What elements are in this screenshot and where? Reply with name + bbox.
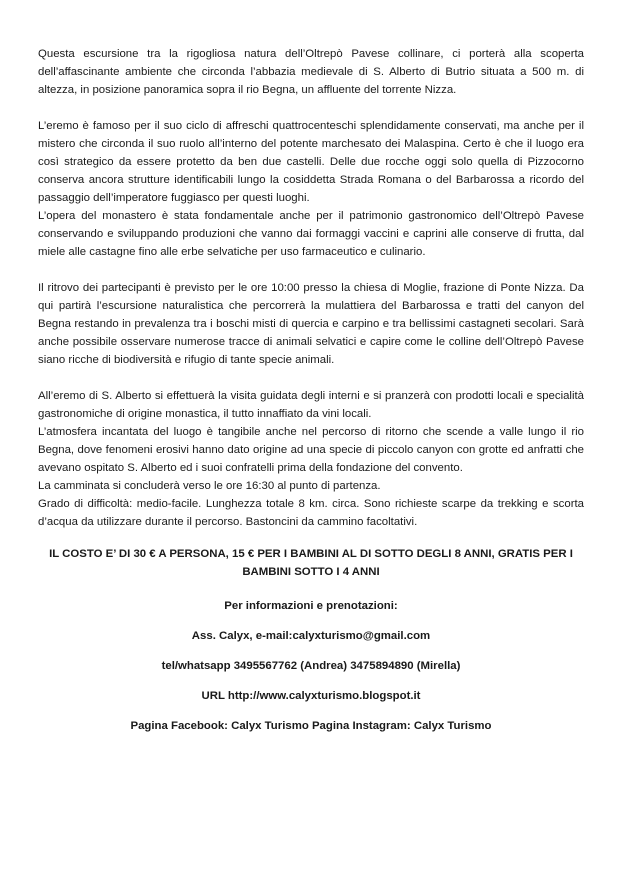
paragraph-gap <box>38 261 584 279</box>
info-heading: Per informazioni e prenotazioni: <box>224 600 398 612</box>
visit-paragraph: All’eremo di S. Alberto si effettuerà la visita guidata degli interni e si pranzerà con prodotti locali e specialità gastronomiche di origine monastica, il tutto innaffiato da vini locali. <box>38 390 584 420</box>
document-page <box>38 45 584 735</box>
cost-notice: IL COSTO E’ DI 30 € A PERSONA, 15 € PER I BAMBINI AL DI SOTTO DEGLI 8 ANNI, GRATIS PER I BAMBINI SOTTO I 4 ANNI <box>49 548 573 578</box>
hermitage-paragraph: L’eremo è famoso per il suo ciclo di affreschi quattrocenteschi splendidamente conservati, ma anche per il mistero che circonda il suo ruolo all’interno del potente marchesato dei Malaspina. Certo è che il luogo era così strategico da essere protetto da ben due castelli. Delle due rocche oggi solo quella di Pizzocorno conserva ancora strutture identificabili lungo la cosiddetta Strada Romana o del Barbarossa a ricordo del passaggio dell’imperatore fuggiasco per questi luoghi. <box>38 120 584 204</box>
url-label: URL <box>201 690 225 702</box>
url-line <box>38 687 584 705</box>
phone-line: tel/whatsapp 3495567762 (Andrea) 3475894890 (Mirella) <box>161 660 461 672</box>
difficulty-paragraph: Grado di difficoltà: medio-facile. Lunghezza totale 8 km. circa. Sono richieste scarpe da trekking e scorta d’acqua da utilizzare durante il percorso. Bastoncini da cammino facoltativi. <box>38 498 584 528</box>
website-link[interactable]: http://www.calyxturismo.blogspot.it <box>227 690 421 702</box>
paragraph-gap <box>38 99 584 117</box>
meeting-paragraph: Il ritrovo dei partecipanti è previsto per le ore 10:00 presso la chiesa di Moglie, frazione di Ponte Nizza. Da qui partirà l’escursione naturalistica che percorrerà la mulattiera del Barbarossa e tratti del canyon del Begna restando in prevalenza tra i boschi misti di quercia e carpino e tra bellissimi castagneti secolari. Sarà anche possibile osservare numerose tracce di animali selvatici e capire come le colline dell’Oltrepò Pavese siano ricche di biodiversità e rifugio di tante specie animali. <box>38 282 584 366</box>
contact-line[interactable]: Ass. Calyx, e-mail:calyxturismo@gmail.com <box>191 630 431 642</box>
social-line: Pagina Facebook: Calyx Turismo Pagina Instagram: Calyx Turismo <box>130 720 492 732</box>
return-paragraph: L’atmosfera incantata del luogo è tangibile anche nel percorso di ritorno che scende a valle lungo il rio Begna, dove fenomeni erosivi hanno dato origine ad una specie di piccolo canyon con grotte ed anfratti che avevano ospitato S. Alberto ed i suoi confratelli prima della fondazione del convento. <box>38 426 584 474</box>
monastery-paragraph: L’opera del monastero è stata fondamentale anche per il patrimonio gastronomico dell’Oltrepò Pavese conservando e sviluppando produzioni che vanno dai formaggi vaccini e caprini alle conserve di frutta, dal miele alle castagne fino alle erbe selvatiche per uso farmaceutico e culinario. <box>38 210 584 258</box>
paragraph-gap <box>38 369 584 387</box>
intro-paragraph: Questa escursione tra la rigogliosa natura dell’Oltrepò Pavese collinare, ci porterà alla scoperta dell’affascinante ambiente che circonda l’abbazia medievale di S. Alberto di Butrio situata a 500 m. di altezza, in posizione panoramica sopra il rio Begna, un affluente del torrente Nizza. <box>38 48 584 96</box>
end-time-paragraph: La camminata si concluderà verso le ore 16:30 al punto di partenza. <box>38 480 381 492</box>
